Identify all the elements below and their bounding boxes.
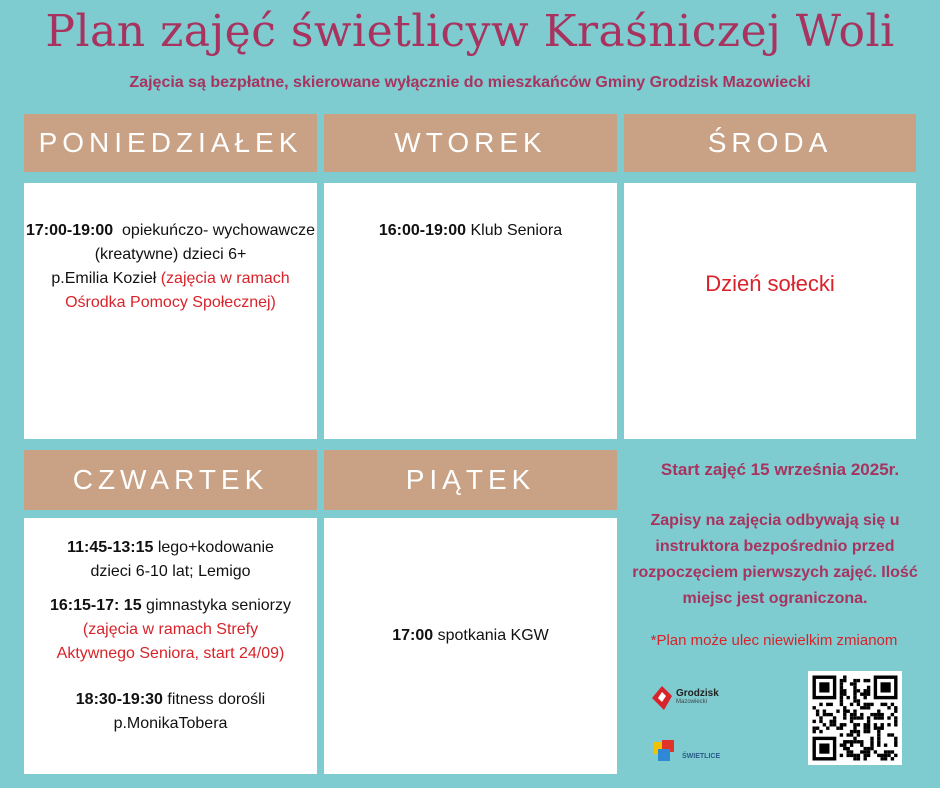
swietlice-logo-name: ŚWIETLICE [682,752,721,760]
day-box-tuesday [324,183,617,439]
thursday-item2-time: 16:15-17: 15 [49,597,142,614]
qr-code [808,671,902,765]
page-title: Plan zajęć świetlicyw Kraśniczej Woli [45,6,895,57]
thursday-item1-time: 11:45-13:15 [67,539,154,556]
friday-text: spotkania KGW [433,627,549,644]
monday-text2: (kreatywne) dzieci 6+ [94,246,247,263]
thursday-item3-time: 18:30-19:30 [75,691,163,708]
day-header-thursday: CZWARTEK [24,450,317,510]
day-header-friday: PIĄTEK [324,450,617,510]
monday-note: (zajęcia w ramach Ośrodka Pomocy Społecznej) [65,270,290,311]
day-box-thursday [24,518,317,774]
swietlice-logo [654,740,720,762]
signup-info: Zapisy na zajęcia odbywają się u instruktora bezpośrednio przed rozpoczęciem pierwszych zajęć. Ilość miejsc jest ograniczona. [632,512,918,607]
day-box-wednesday [624,183,916,439]
thursday-item3-text1: fitness dorośli [162,691,266,708]
thursday-item2-note: (zajęcia w ramach Strefy Aktywnego Seniora, start 24/09) [56,621,285,662]
monday-time: 17:00-19:00 [25,222,114,239]
page-subtitle: Zajęcia są bezpłatne, skierowane wyłącznie do mieszkańców Gminy Grodzisk Mazowiecki [129,74,811,91]
grodzisk-logo-sub: Mazowiecki [676,699,708,705]
day-header-tuesday: WTOREK [324,114,617,172]
monday-text3: p.Emilia Kozieł [51,270,161,287]
grodzisk-logo-icon [652,686,672,710]
monday-text1: opiekuńczo- wychowawcze [113,222,316,239]
tuesday-text: Klub Seniora [466,222,563,239]
friday-time: 17:00 [392,627,434,644]
thursday-item1-text1: lego+kodowanie [153,539,274,556]
start-date-info: Start zajęć 15 września 2025r. [660,460,900,479]
day-box-friday [324,518,617,774]
thursday-item1-text2: dzieci 6-10 lat; Lemigo [90,563,251,580]
grodzisk-logo-name: Grodzisk [676,688,719,699]
day-header-wednesday: ŚRODA [624,114,916,172]
swietlice-logo-icon [654,740,678,762]
qr-code-icon [808,671,902,765]
day-box-monday [24,183,317,439]
disclaimer: *Plan może ulec niewielkim zmianom [650,632,898,649]
grodzisk-logo [652,686,719,710]
thursday-item2-text: gimnastyka seniorzy [141,597,291,614]
thursday-item3-text2: p.MonikaTobera [113,715,228,732]
wednesday-text: Dzień sołecki [705,271,835,296]
day-header-monday: PONIEDZIAŁEK [24,114,317,172]
tuesday-time: 16:00-19:00 [378,222,467,239]
